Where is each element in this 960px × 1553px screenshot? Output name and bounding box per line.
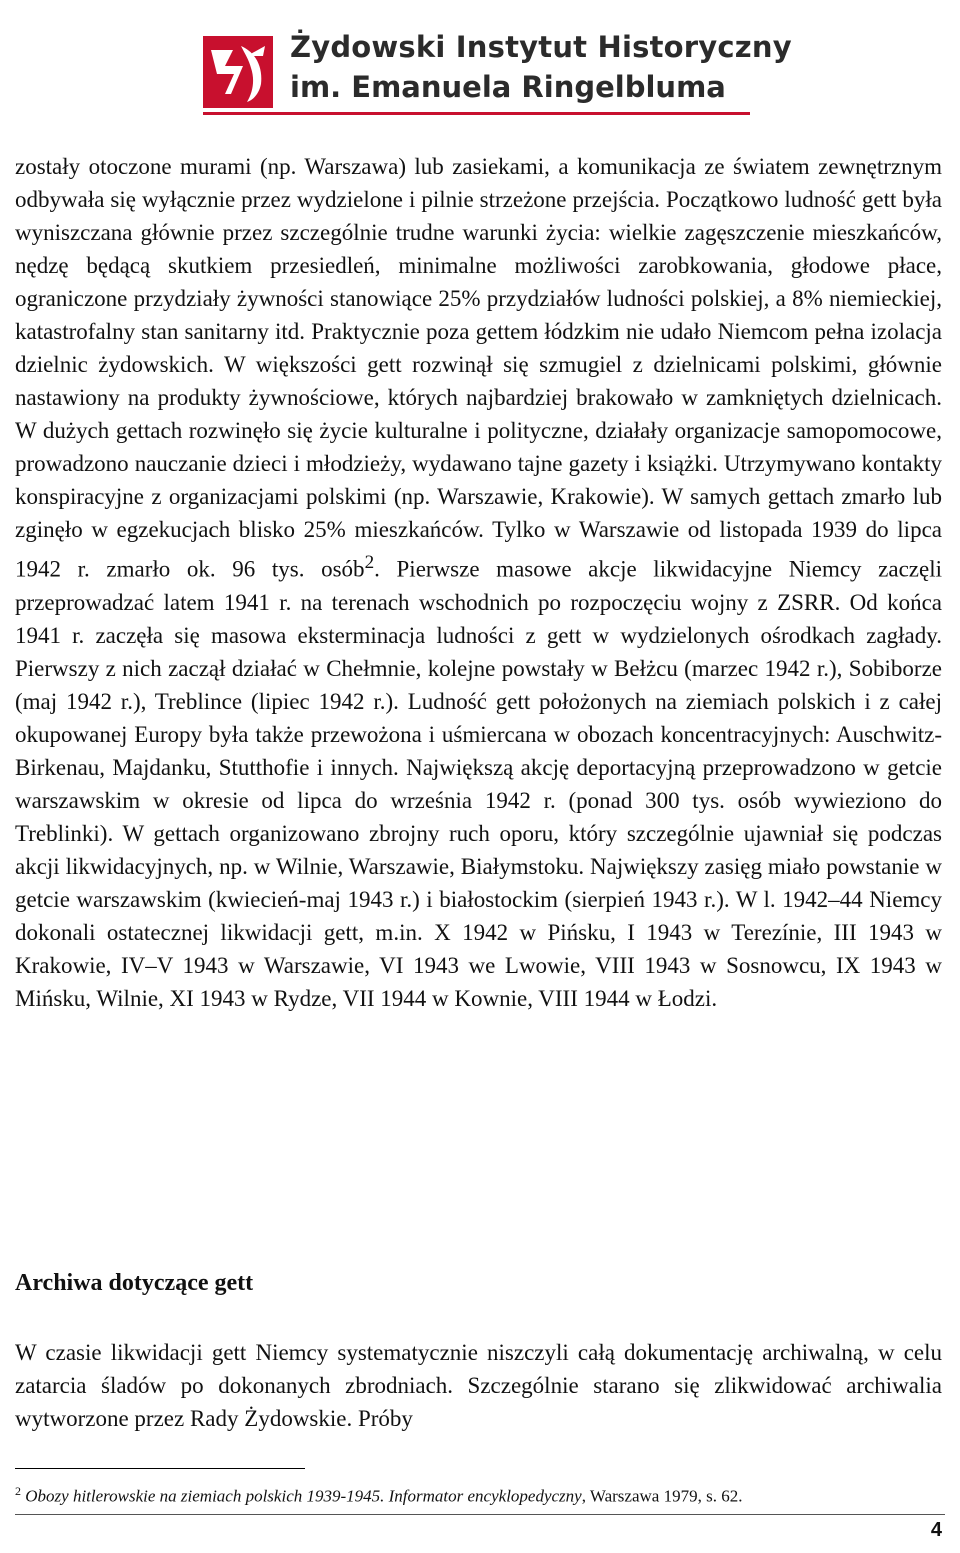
page-header [0,0,960,130]
archives-paragraph: W czasie likwidacji gett Niemcy systematycznie niszczyli całą dokumentację archiwalną, w celu zatarcia śladów po dokonanych zbrodniach. Szczególnie starano się zlikwidować archiwalia wytworzone przez Rady Żydowskie. Próby [15,1340,942,1431]
footnote-reference[interactable]: 2 [364,552,375,573]
footnote-title: Obozy hitlerowskie na ziemiach polskich 1939-1945. Informator encyklopedyczny [25,1486,582,1506]
section-heading: Archiwa dotyczące gett [15,1270,254,1296]
institute-name: Żydowski Instytut Historyczny [290,30,792,64]
footnote-number: 2 [15,1484,21,1498]
header-divider [203,112,750,115]
institute-subtitle: im. Emanuela Ringelbluma [290,70,726,104]
zih-logo-icon [203,36,273,108]
footnote [15,1479,742,1509]
footer-divider [15,1514,945,1515]
footnote-separator [15,1468,305,1469]
paragraph-text: zostały otoczone murami (np. Warszawa) lub zasiekami, a komunikacja ze światem zewnętrznym odbywała się wyłącznie przez wydzielone i pilnie strzeżone przejścia. Początkowo ludność gett była wyniszczana głównie przez szczególnie trudne warunki życia: wielkie zagęszczenie mieszkańców, nędzę będącą skutkiem przesiedleń, minimalne możliwości zarobkowania, głodowe płace, ograniczone przydziały żywności stanowiące 25% przydziałów ludności polskiej, a 8% niemieckiej, katastrofalny stan sanitarny itd. Praktycznie poza gettem łódzkim nie udało Niemcom pełna izolacja dzielnic żydowskich. W większości gett rozwinął się szmugiel z dzielnicami polskimi, głównie nastawiony na produkty żywnościowe, których najbardziej brakowało w zamkniętych dzielnicach. W dużych gettach rozwinęło się życie kulturalne i polityczne, działały organizacje samopomocowe, prowadzono nauczanie dzieci i młodzieży, wydawano tajne gazety i książki. Utrzymywano kontakty konspiracyjne z organizacjami polskimi (np. Warszawie, Krakowie). W samych gettach zmarło lub zginęło w egzekucjach blisko 25% mieszkańców. Tylko w Warszawie od listopada 1939 do lipca 1942 r. zmarło ok. 96 tys. osób [15,154,942,582]
footnote-publication: , Warszawa 1979, s. 62. [581,1486,743,1506]
main-paragraph [15,150,942,1015]
paragraph-text-continued: . Pierwsze masowe akcje likwidacyjne Niemcy zaczęli przeprowadzać latem 1941 r. na terenach wschodnich po rozpoczęciu wojny z ZSRR. Od końca 1941 r. zaczęła się masowa eksterminacja ludności z gett w wydzielonych ośrodkach zagłady. Pierwszy z nich zaczął działać w Chełmnie, kolejne powstały w Bełżcu (marzec 1942 r.), Sobiborze (maj 1942 r.), Treblince (lipiec 1942 r.). Ludność gett położonych na ziemiach polskich i z całej okupowanej Europy była także przewożona i uśmiercana w obozach koncentracyjnych: Auschwitz-Birkenau, Majdanku, Stutthofie i innych. Największą akcję deportacyjną przeprowadzono w getcie warszawskim w okresie od lipca do września 1942 r. (ponad 300 tys. osób wywieziono do Treblinki). W gettach organizowano zbrojny ruch oporu, który szczególnie ujawniał się podczas akcji likwidacyjnych, np. w Wilnie, Warszawie, Białymstoku. Największy zasięg miało powstanie w getcie warszawskim (kwiecień-maj 1943 r.) i białostockim (sierpień 1943 r.). W l. 1942–44 Niemcy dokonali ostatecznej likwidacji gett, m.in. X 1942 w Pińsku, I 1943 w Terezínie, III 1943 w Krakowie, IV–V 1943 w Warszawie, VI 1943 we Lwowie, VIII 1943 w Sosnowcu, IX 1943 w Mińsku, Wilnie, XI 1943 w Rydze, VII 1944 w Kownie, VIII 1944 w Łodzi. [15,556,942,1011]
page-number: 4 [930,1519,942,1541]
